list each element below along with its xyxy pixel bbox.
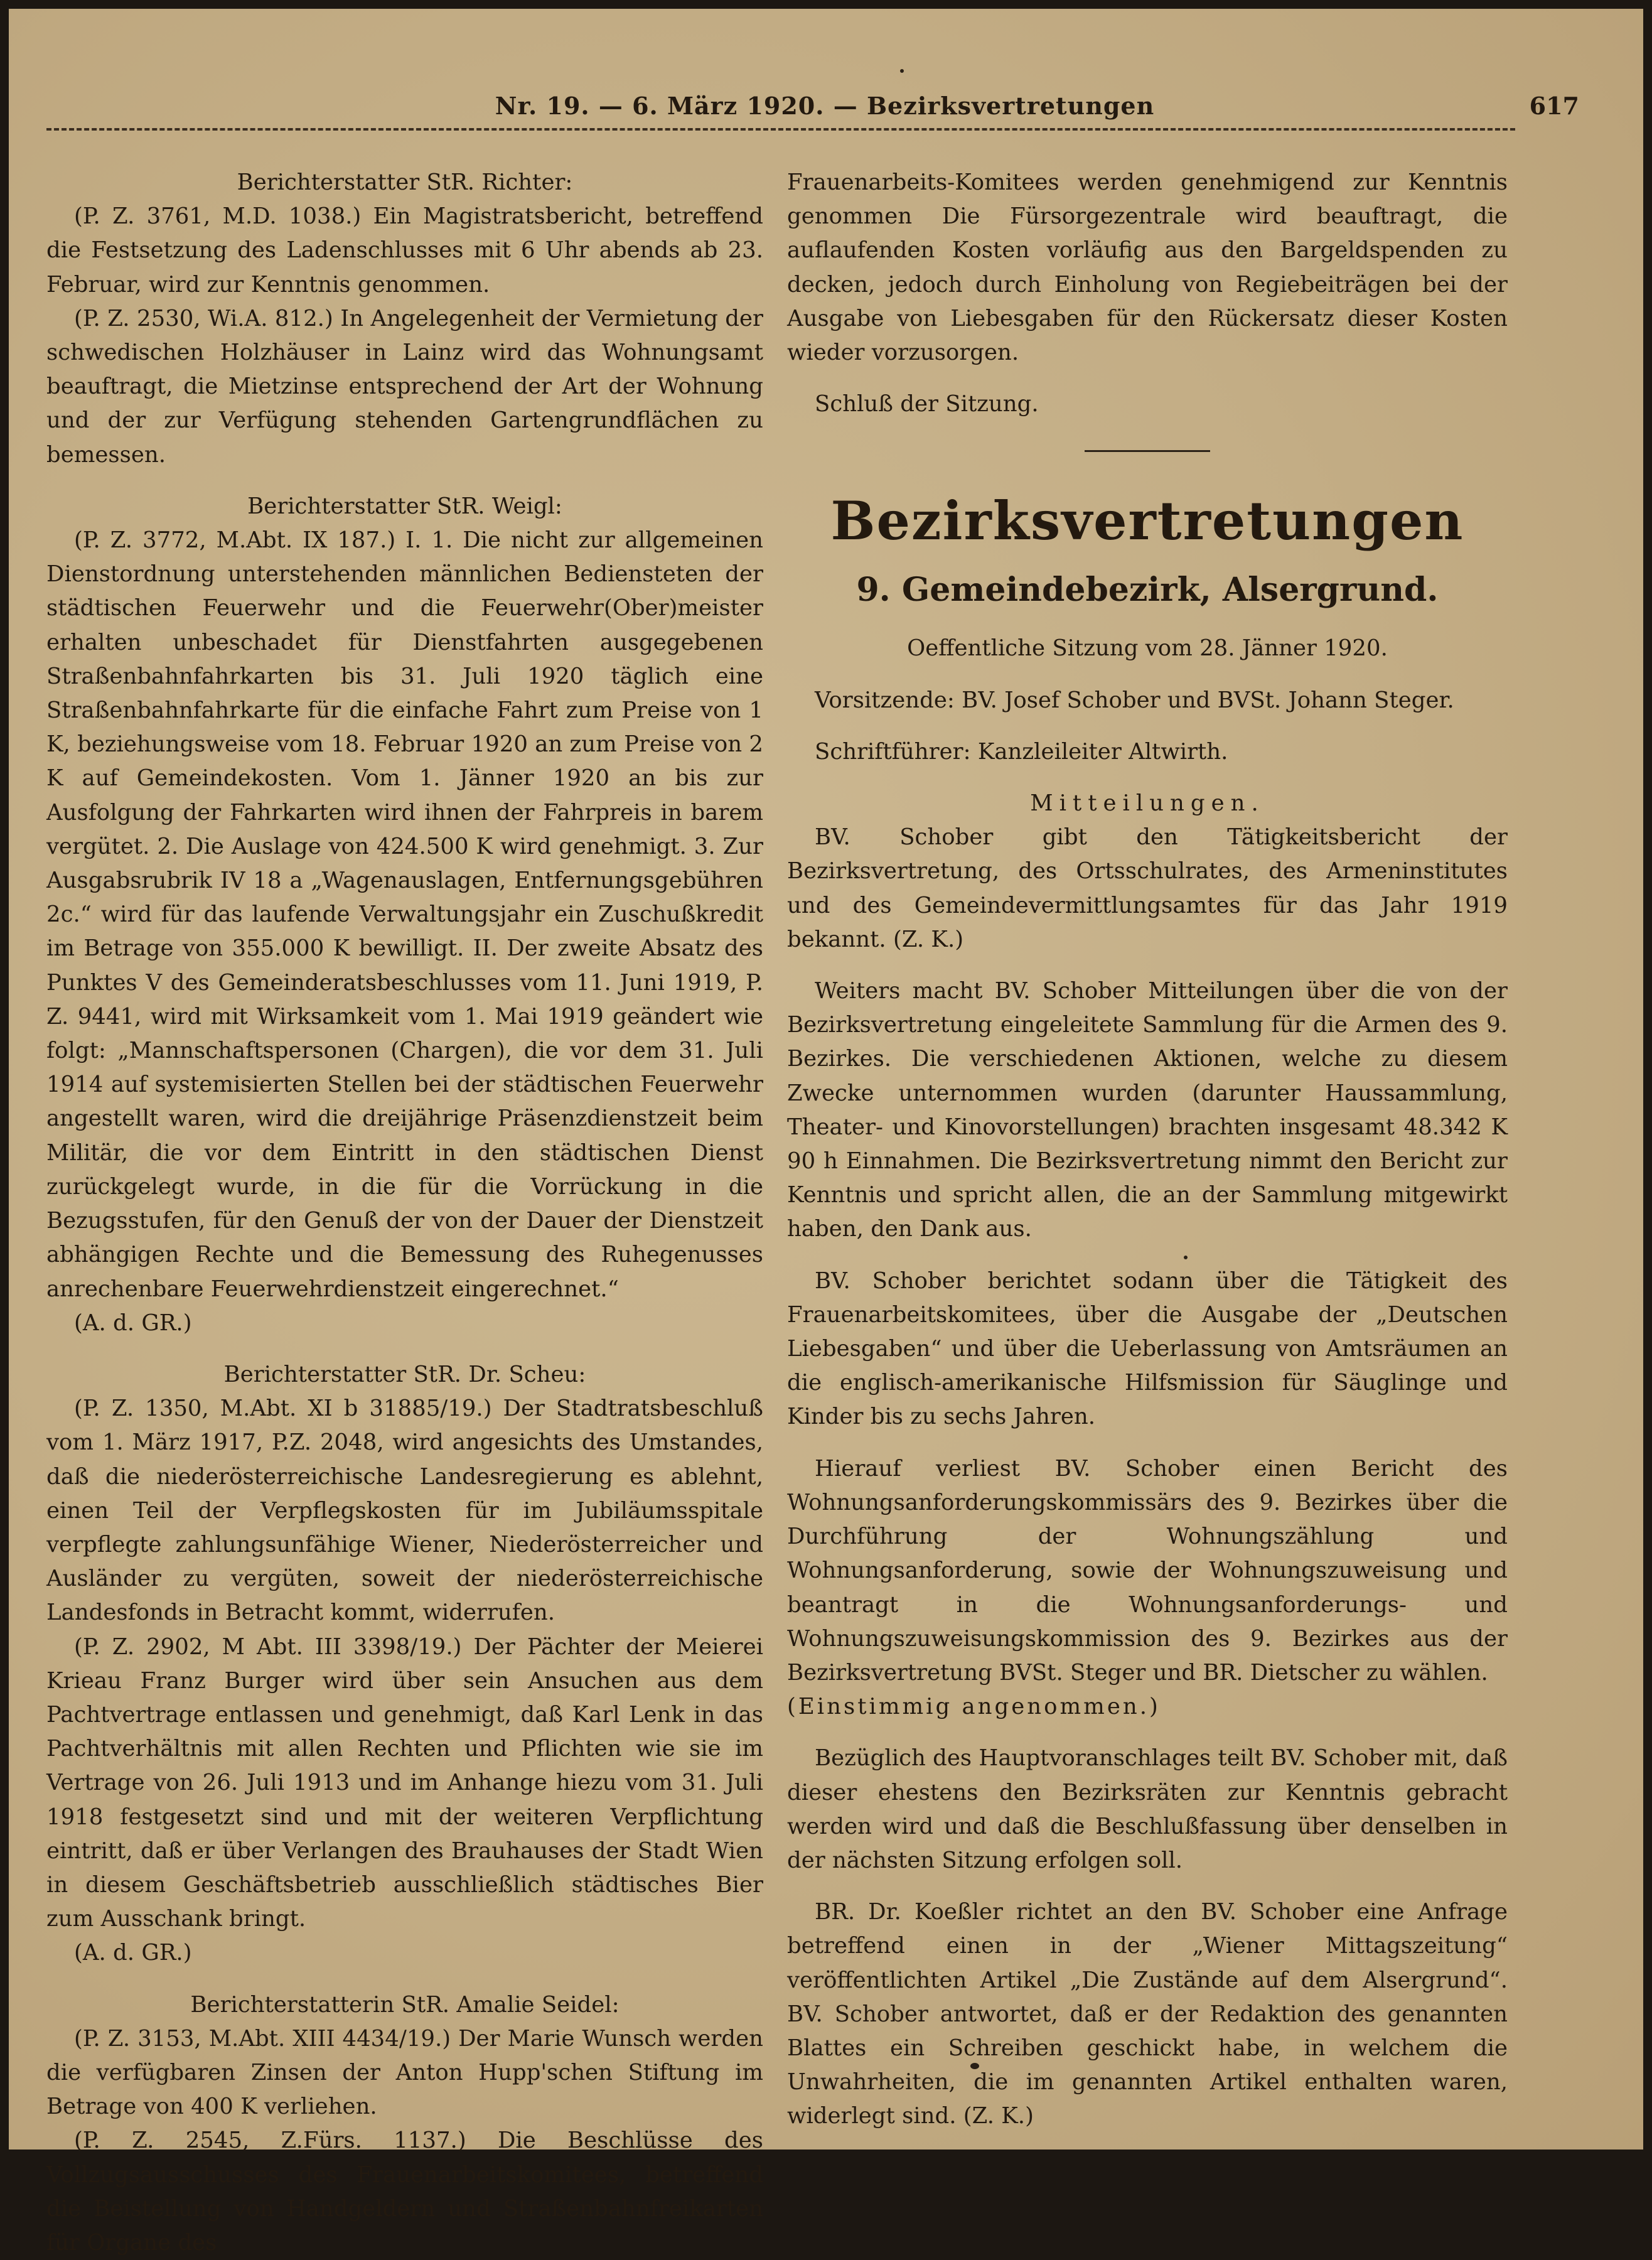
- paragraph: Bezüglich des Hauptvoranschlages teilt BV. Schober mit, daß dieser ehestens den Bezirksräten zur Kenntnis gebracht werden wird und daß die Beschlußfassung über denselben in der nächsten Sitzung erfolgen soll.: [787, 1745, 1508, 1873]
- right-column: [787, 166, 1508, 2134]
- paragraph: (P. Z. 3153, M.Abt. XIII 4434/19.) Der Marie Wunsch werden die verfügbaren Zinsen der Anton Hupp'schen Stiftung im Betrage von 400 K verliehen.: [46, 2025, 763, 2120]
- reporter-scheu-heading: Berichterstatter StR. Dr. Scheu:: [223, 1361, 586, 1387]
- section-divider: [1085, 450, 1210, 452]
- ink-speck: [970, 2063, 979, 2069]
- paragraph: (P. Z. 3761, M.D. 1038.) Ein Magistratsbericht, betreffend die Festsetzung des Ladenschlusses mit 6 Uhr abends ab 23. Februar, wird zur Kenntnis genommen.: [46, 203, 763, 298]
- paragraph: Frauenarbeits-Komitees werden genehmigend zur Kenntnis genommen Die Fürsorgezentrale wird beauftragt, die auflaufenden Kosten vorläufig aus den Bargeldspenden zu decken, jedoch durch Einholung von Regiebeiträgen bei der Ausgabe von Liebesgaben für den Rückersatz dieser Kosten wieder vorzusorgen.: [787, 170, 1508, 366]
- decision-note: (A. d. GR.): [74, 1310, 192, 1336]
- paragraph: BV. Schober gibt den Tätigkeitsbericht der Bezirksvertretung, des Ortsschulrates, des Armeninstitutes und des Gemeindevermittlungsamtes für das Jahr 1919 bekannt. (Z. K.): [787, 824, 1508, 952]
- announcements-heading: Mitteilungen.: [1030, 790, 1265, 817]
- page-header: [46, 85, 1603, 129]
- secretary-line: Schriftführer: Kanzleileiter Altwirth.: [815, 738, 1228, 765]
- reporter-seidel-heading: Berichterstatterin StR. Amalie Seidel:: [190, 1991, 620, 2018]
- ink-speck: [1184, 1256, 1188, 1259]
- decision-note: (A. d. GR.): [74, 1940, 192, 1966]
- paragraph: (P. Z. 2545, Z.Fürs. 1137.) Die Beschlüsse des Vollzugsausschusses des Frauenarbeitskomitees, betreffend die Beistellung von Handgeldern und Straßenbahnfreikarten für Organe des: [46, 2128, 763, 2256]
- running-title: Nr. 19. — 6. März 1920. — Bezirksvertretungen: [495, 92, 1155, 120]
- paragraph: BV. Schober berichtet sodann über die Tätigkeit des Frauenarbeitskomitees, über die Ausgabe der „Deutschen Liebesgaben“ und über die Ueberlassung von Amtsräumen an die englisch-amerikanische Hilfsmission für Säuglinge und Kinder bis zu sechs Jahren.: [787, 1267, 1508, 1430]
- paragraph: (P. Z. 2530, Wi.A. 812.) In Angelegenheit der Vermietung der schwedischen Holzhäuser in Lainz wird das Wohnungsamt beauftragt, die Mietzinse entsprechend der Art der Wohnung und der zur Verfügung stehenden Gartengrundflächen zu bemessen.: [46, 305, 763, 468]
- session-closing: Schluß der Sitzung.: [815, 391, 1039, 417]
- paragraph: BR. Dr. Koeßler richtet an den BV. Schober eine Anfrage betreffend einen in der „Wiener Mittagszeitung“ veröffentlichten Artikel „Die Zustände auf dem Alsergrund“. BV. Schober antwortet, daß er der Redaktion des genannten Blattes ein Schreiben geschickt habe, in welchem die Unwahrheiten, die im genannten Artikel enthalten waren, widerlegt sind. (Z. K.): [787, 1899, 1508, 2129]
- vote-note: (Einstimmig angenommen.): [787, 1694, 1161, 1720]
- left-column: [46, 166, 763, 2260]
- chair-line: Vorsitzende: BV. Josef Schober und BVSt. Johann Steger.: [815, 687, 1454, 713]
- paragraph: (P. Z. 1350, M.Abt. XI b 31885/19.) Der Stadtratsbeschluß vom 1. März 1917, P.Z. 2048, wird angesichts des Umstandes, daß die niederösterreichische Landesregierung es ablehnt, einen Teil der Verpflegskosten für im Jubiläumsspitale verpflegte zahlungsunfähige Wiener, Niederösterreicher und Ausländer zu vergüten, soweit der niederösterreichische Landesfonds in Betracht kommt, widerrufen.: [46, 1396, 763, 1626]
- newspaper-page: [9, 9, 1643, 2256]
- reporter-richter-heading: Berichterstatter StR. Richter:: [237, 170, 573, 195]
- ink-speck: [900, 69, 904, 73]
- paragraph: (P. Z. 3772, M.Abt. IX 187.) I. 1. Die nicht zur allgemeinen Dienstordnung unterstehenden männlichen Bediensteten der städtischen Feuerwehr und die Feuerwehr(Ober)meister erhalten unbeschadet für Dienstfahrten ausgegebenen Straßenbahnfahrkarten bis 31. Juli 1920 täglich eine Straßenbahnfahrkarte für die einfache Fahrt zum Preise von 1 K, beziehungsweise vom 18. Februar 1920 an zum Preise von 2 K auf Gemeindekosten. Vom 1. Jänner 1920 an bis zur Ausfolgung der Fahrkarten wird ihnen der Fahrpreis in barem vergütet. 2. Die Auslage von 424.500 K wird genehmigt. 3. Zur Ausgabsrubrik IV 18 a „Wagenauslagen, Entfernungsgebühren 2c.“ wird für das laufende Verwaltungsjahr ein Zuschußkredit im Betrage von 355.000 K bewilligt. II. Der zweite Absatz des Punktes V des Gemeinderatsbeschlusses vom 11. Juni 1919, P. Z. 9441, wird mit Wirksamkeit vom 1. Mai 1919 geändert wie folgt: „Mannschaftspersonen (Chargen), die vor dem 31. Juli 1914 auf systemisierten Stellen bei der städtischen Feuerwehr angestellt waren, wird die dreijährige Präsenzdienstzeit beim Militär, die vor dem Eintritt in den städtischen Dienst zurückgelegt wurde, in die für die Vorrückung in die Bezugsstufen, für den Genuß der von der Dauer der Dienstzeit abhängigen Rechte und die Bemessung des Ruhegenusses anrechenbare Feuerwehrdienstzeit eingerechnet.“: [46, 527, 763, 1302]
- paragraph: (P. Z. 2902, M Abt. III 3398/19.) Der Pächter der Meierei Krieau Franz Burger wird über sein Ansuchen aus dem Pachtvertrage entlassen und genehmigt, daß Karl Lenk in das Pachtverhältnis mit allen Rechten und Pflichten wie sie im Vertrage von 26. Juli 1913 und im Anhange hiezu vom 31. Juli 1918 festgesetzt sind und mit der weiteren Verpflichtung eintritt, daß er über Verlangen des Brauhauses der Stadt Wien in diesem Geschäftsbetrieb ausschließlich städtisches Bier zum Ausschank bringt.: [46, 1633, 763, 1932]
- section-title: Bezirksvertretungen: [830, 490, 1464, 552]
- reporter-weigl-heading: Berichterstatter StR. Weigl:: [247, 493, 562, 519]
- page-number: 617: [1529, 92, 1579, 120]
- paragraph: Weiters macht BV. Schober Mitteilungen über die von der Bezirksvertretung eingeleitete Sammlung für die Armen des 9. Bezirkes. Die verschiedenen Aktionen, welche zu diesem Zwecke unternommen wurden (darunter Haussammlung, Theater- und Kinovorstellungen) brachten insgesamt 48.342 K 90 h Einnahmen. Die Bezirksvertretung nimmt den Bericht zur Kenntnis und spricht allen, die an der Sammlung mitgewirkt haben, den Dank aus.: [787, 978, 1508, 1242]
- header-rule: [46, 128, 1515, 131]
- paragraph: Hierauf verliest BV. Schober einen Bericht des Wohnungsanforderungskommissärs des 9. Bezirkes über die Durchführung der Wohnungszählung und Wohnungsanforderung, sowie der Wohnungszuweisung und beantragt in die Wohnungsanforderungs- und Wohnungszuweisungskommission des 9. Bezirkes aus der Bezirksvertretung BVSt. Steger und BR. Dietscher zu wählen.: [787, 1455, 1508, 1686]
- session-date: Oeffentliche Sitzung vom 28. Jänner 1920.: [907, 635, 1388, 662]
- district-title: 9. Gemeindebezirk, Alsergrund.: [856, 571, 1439, 610]
